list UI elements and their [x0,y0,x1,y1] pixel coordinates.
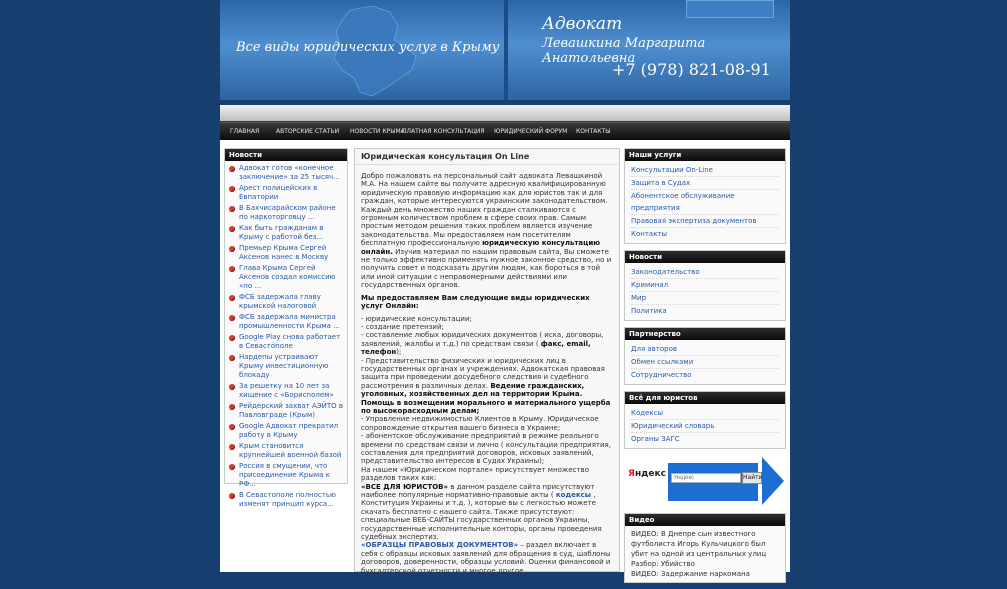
header-lawyer-name: Левашкина Маргарита Анатольевна [542,36,706,66]
lawyers-box [624,391,786,449]
news-item[interactable]: Нардепы устраивают Крыму инвестиционную блокаду [229,353,344,380]
video-item[interactable]: ВИДЕО: В Днепре сын известного футболиста Игорь Кульчицкого был убит на одной из центральных улиц [631,530,767,558]
services-item[interactable]: Абонентское обслуживание предприятия [631,190,779,215]
news-category-item[interactable]: Криминал [631,279,779,292]
article-body [355,165,619,575]
services-item[interactable]: Консультации On-Line [631,164,779,177]
yandex-search-widget [624,455,786,507]
site-header [220,0,790,100]
header-phone: +7 (978) 821-08-91 [612,60,771,79]
news-item[interactable]: За решетку на 10 лет за хищение с «Борисполем» [229,382,344,400]
news-item[interactable]: Адвокат готов «конечное заключение» за 25 тысяч... [229,164,344,182]
news-item[interactable]: ФСБ задержала министра промышленности Крыма ... [229,313,344,331]
news-item[interactable]: Google Play снова работает в Севастополе [229,333,344,351]
header-tab [686,0,774,18]
page-content [220,140,790,578]
lawyers-item[interactable]: Кодексы [631,407,779,420]
nav-paid-consultation[interactable]: ПЛАТНАЯ КОНСУЛЬТАЦИЯ [402,128,485,135]
article-intro: Добро пожаловать на персональный сайт адвоката Левашкиной М.А. На нашем сайте вы получите адресную квалифицированную юридическую правовую информацию как для юристов так и для граждан, которые интересуются украинским законодательством. Каждый день множество наших граждан сталкиваются с огромным количеством проблем в сфере своих прав. Самым простым методом решения таких проблем является изучение законодательства. Мы предоставляем нам посетителям бесплатную профессиональную юридическую консультацию онлайн. Изучив материал по нашим правовым сайта, Вы сможете не только эффективно применять нужное законное средство, но и получить совет и подсказать другим людям, как бороться в той или иной ситуации с неправомерными действиями или государственных органов. [361,172,612,290]
header-grey-bar [220,105,790,121]
lawyers-item[interactable]: Юридический словарь [631,420,779,433]
video-list [625,526,785,582]
news-item[interactable]: Крым становится крупнейшей военной базой [229,442,344,460]
services-heading: Наши услуги [625,149,785,161]
news-categories-heading: Новости [625,251,785,263]
news-item[interactable]: Как быть гражданам в Крыму с работой без... [229,224,344,242]
yandex-search-input[interactable] [671,473,741,483]
partners-item[interactable]: Для авторов [631,343,779,356]
header-slogan: Все виды юридических услуг в Крыму [236,40,500,55]
news-item[interactable]: Google Адвокат прекратил работу в Крыму [229,422,344,440]
news-item[interactable]: В Бахчисарайском районе по наркоторговцу ... [229,204,344,222]
news-item[interactable]: Россия в смущении, что присоединение Крыма к РФ... [229,462,344,489]
left-news-box [224,148,348,508]
news-categories-box [624,250,786,321]
nav-crimea-news[interactable]: НОВОСТИ КРЫМА [350,128,405,135]
video-heading: Видео [625,514,785,526]
left-news-list [225,161,347,509]
news-item[interactable]: В Севастополе полностью изменят принцип курса... [229,491,344,509]
news-category-item[interactable]: Законодательство [631,266,779,279]
yandex-logo: Яндекс [628,469,666,479]
news-category-item[interactable]: Мир [631,292,779,305]
partners-item[interactable]: Сотрудничество [631,371,692,379]
article-title: Юридическая консультация On Line [355,149,619,165]
news-item[interactable]: Арест полицейских в Евпатории [229,184,344,202]
header-divider [504,0,508,100]
services-item[interactable]: Контакты [631,230,668,238]
video-box [624,513,786,583]
services-list: - юридические консультации; - создание претензий; - составление любых юридических документов ( иска, договоры, заявлений, жалобы и т.д.) по средствам связи ( факс, email, телефон); - Представительство физических и юридических лиц в государственных органах и учреждениях. Адвокатская правовая защита при проведении досудебного следствия и судебного рассмотрения в различных делах. Ведение гражданских, уголовных, хозяйственных дел на территории Крыма. Помощь в возмещении морального и материального ущерба по высокорасходным делам; - Управление недвижимостью Клиентов в Крыму. Юридическое сопровождение открытия вашего бизнеса в Украине; - абонентское обслуживание предприятий в режиме реального времени по средствам связи и лично ( консультации предприятия, составления для предприятий договоров, исковых заявлений, представительство интересов в Судах Украины); На нашем «Юридическом портале» присутствует множество разделов таких как: «ВСЕ ДЛЯ ЮРИСТОВ» в данном разделе сайта присутствуют наиболее популярные нормативно-правовые акты ( кодексы , Конституция Украины и т.д. ), которые вы с легкостью можете скачать бесплатно с нашего сайта. Также присутствуют: специальные ВЕБ-САЙТЫ государственных органов Украины, государственные исполнительные конторы, органы проведения судебных экспертиз. «ОБРАЗЦЫ ПРАВОВЫХ ДОКУМЕНТОВ» – раздел включает в себя с образцы исковых заявлений для обращения в суд, шаблоны договоров, доверенности, образцы условий. Оценки финансовой и бухгалтерской отчетности и многое другое. [361,314,611,575]
video-item[interactable]: Разбор: Убийство [631,560,695,568]
video-item[interactable]: ВИДЕО: Задержание наркомана [631,570,750,578]
news-category-item[interactable]: Политика [631,307,667,315]
news-item[interactable]: Глава Крыма Сергей Аксенов создал комиссию «по ... [229,264,344,291]
lawyers-item[interactable]: Органы ЗАГС [631,435,680,443]
partners-heading: Партнерство [625,328,785,340]
lawyers-heading: Всё для юристов [625,392,785,404]
header-title: Адвокат [542,14,623,34]
news-item[interactable]: Премьер Крыма Сергей Аксенов нанес в Москву [229,244,344,262]
nav-articles[interactable]: АВТОРСКИЕ СТАТЬИ [276,128,340,135]
nav-home[interactable]: ГЛАВНАЯ [230,128,260,135]
partners-box [624,327,786,385]
yandex-arrow-icon [762,457,784,505]
news-item[interactable]: ФСБ задержала главу крымской налоговой [229,293,344,311]
services-heading: Мы предоставляем Вам следующие виды юридических услуг Онлайн: [361,293,590,311]
document-forms-link[interactable]: «ОБРАЗЦЫ ПРАВОВЫХ ДОКУМЕНТОВ» [361,541,519,550]
partners-item[interactable]: Обмен ссылками [631,356,779,369]
codes-link[interactable]: кодексы [555,491,592,500]
right-sidebar [624,148,786,589]
nav-legal-forum[interactable]: ЮРИДИЧЕСКИЙ ФОРУМ [494,128,568,135]
nav-contacts[interactable]: КОНТАКТЫ [576,128,611,135]
services-item[interactable]: Защита в Судах [631,177,779,190]
news-item[interactable]: Рейдерский захват АЭЙТО в Павловграде (Крым) [229,402,344,420]
services-box [624,148,786,244]
main-article [354,148,620,575]
yandex-search-button[interactable]: Найти [742,472,762,484]
left-news-heading: Новости [225,149,347,161]
services-item[interactable]: Правовая экспертиза документов [631,215,779,228]
main-nav [220,122,790,140]
